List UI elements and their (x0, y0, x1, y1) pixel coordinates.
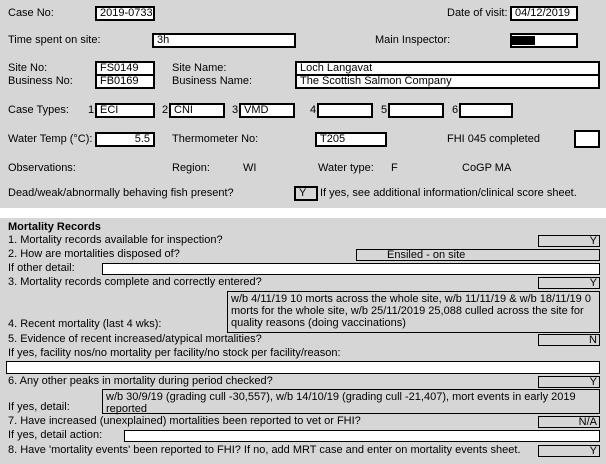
water-type-value: F (391, 162, 398, 174)
case-type-5-num: 5 (381, 104, 388, 116)
q2-label: 2. How are mortalities disposed of? (8, 248, 180, 260)
inspector-label: Main Inspector: (375, 34, 451, 46)
case-type-3-field[interactable]: VMD (239, 103, 295, 118)
site-no-label: Site No: (8, 62, 48, 74)
case-type-3-num: 3 (232, 104, 239, 116)
q7-detail-label: If yes, detail action: (8, 429, 103, 441)
time-label: Time spent on site: (8, 34, 101, 46)
case-type-4-field[interactable] (317, 103, 373, 118)
case-type-4-num: 4 (310, 104, 317, 116)
q6-detail-label: If yes, detail: (8, 401, 70, 413)
case-type-2-num: 2 (162, 104, 169, 116)
q4-answer[interactable]: w/b 4/11/19 10 morts across the whole site, w/b 11/11/19 & w/b 18/11/19 0 morts for the whole site, w/b 25/11/2019 25,088 culled across the site for quality reasons (doing vaccinations) (227, 291, 600, 333)
thermometer-field[interactable]: T205 (315, 132, 387, 147)
q3-answer[interactable]: Y (538, 277, 600, 289)
water-type-label: Water type: (318, 162, 374, 174)
date-label: Date of visit: (447, 7, 508, 19)
q5-label: 5. Evidence of recent increased/atypical mortalities? (8, 333, 262, 345)
observations-label: Observations: (8, 162, 76, 174)
business-no-label: Business No: (8, 75, 73, 87)
business-name-field[interactable]: The Scottish Salmon Company (295, 74, 600, 89)
date-field[interactable]: 04/12/2019 (510, 6, 578, 21)
q5-answer[interactable]: N (538, 334, 600, 346)
water-temp-field[interactable]: 5.5 (95, 132, 155, 147)
q7-detail-field[interactable] (124, 430, 600, 442)
q2-answer[interactable]: Ensiled - on site (356, 249, 600, 261)
case-type-1-field[interactable]: ECI (95, 103, 155, 118)
q8-label: 8. Have 'mortality events' been reported to FHI? If no, add MRT case and enter on mortality events sheet. (8, 444, 521, 456)
q6-answer[interactable]: Y (538, 376, 600, 388)
other-detail-label: If other detail: (8, 262, 75, 274)
case-no-field[interactable]: 2019-0733 (95, 6, 155, 21)
case-types-label: Case Types: (8, 104, 69, 116)
water-temp-label: Water Temp (°C): (8, 133, 93, 145)
thermometer-label: Thermometer No: (172, 133, 259, 145)
case-type-2-field[interactable]: CNI (169, 103, 225, 118)
q1-label: 1. Mortality records available for inspection? (8, 234, 223, 246)
other-detail-field[interactable] (102, 263, 600, 275)
region-value: WI (243, 162, 257, 174)
q4-label: 4. Recent mortality (last 4 wks): (8, 318, 162, 330)
case-type-1-num: 1 (88, 104, 95, 116)
dead-fish-field[interactable]: Y (294, 186, 318, 201)
q6-label: 6. Any other peaks in mortality during period checked? (8, 375, 273, 387)
fhi-label: FHI 045 completed (447, 133, 540, 145)
q1-answer[interactable]: Y (538, 235, 600, 247)
mortality-title: Mortality Records (8, 221, 101, 233)
site-no-field[interactable]: FS0149 (95, 61, 155, 76)
site-name-label: Site Name: (172, 62, 227, 74)
q5-detail-label: If yes, facility nos/no mortality per facility/no stock per facility/reason: (8, 347, 341, 359)
q8-answer[interactable]: Y (538, 445, 600, 457)
q5-detail-field[interactable] (6, 361, 600, 374)
inspector-redaction (512, 36, 535, 45)
case-type-6-num: 6 (452, 104, 459, 116)
q6-detail-field[interactable]: w/b 30/9/19 (grading cull -30,557), w/b 14/10/19 (grading cull -21,407), mort events in early 2019 reported (102, 389, 600, 414)
time-field[interactable]: 3h (152, 33, 296, 48)
fhi-checkbox[interactable] (574, 130, 600, 148)
dead-fish-note: If yes, see additional information/clinical score sheet. (320, 187, 577, 199)
cogp-value: CoGP MA (462, 162, 512, 174)
site-name-field[interactable]: Loch Langavat (295, 61, 600, 76)
business-no-field[interactable]: FB0169 (95, 74, 155, 89)
case-type-5-field[interactable] (388, 103, 444, 118)
q7-label: 7. Have increased (unexplained) mortalities been reported to vet or FHI? (8, 415, 361, 427)
case-no-label: Case No: (8, 7, 54, 19)
q7-answer[interactable]: N/A (538, 416, 600, 428)
case-type-6-field[interactable] (459, 103, 513, 118)
region-label: Region: (172, 162, 210, 174)
q3-label: 3. Mortality records complete and correctly entered? (8, 276, 262, 288)
business-name-label: Business Name: (172, 75, 253, 87)
dead-fish-label: Dead/weak/abnormally behaving fish present? (8, 187, 234, 199)
